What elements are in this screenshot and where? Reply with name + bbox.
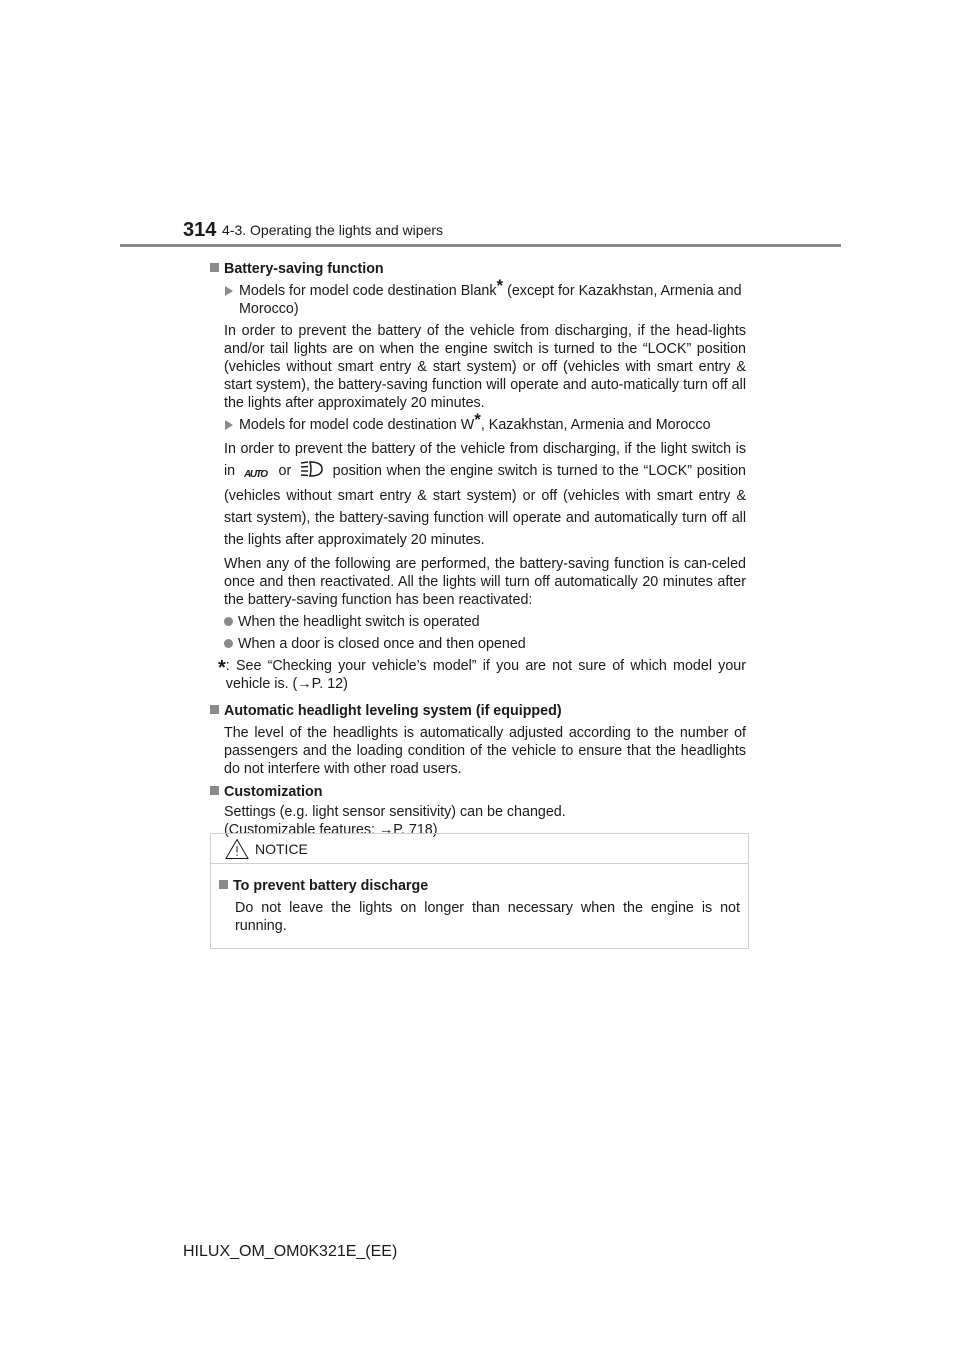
- notice-label: NOTICE: [255, 840, 308, 857]
- leveling-heading: [210, 702, 746, 720]
- headlight-icon: [300, 460, 324, 485]
- model-blank-prefix: Models for model code destination Blank: [239, 283, 497, 299]
- footnote-mark: *: [218, 657, 226, 679]
- warning-triangle-icon: [225, 838, 249, 860]
- square-bullet-icon: [210, 263, 219, 272]
- heading-text: Customization: [224, 784, 323, 800]
- triangle-marker-icon: [225, 286, 233, 296]
- customization-line1: Settings (e.g. light sensor sensitivity) can be changed.: [224, 804, 566, 820]
- header-rule: [120, 244, 841, 247]
- auto-switch-icon: [244, 463, 270, 485]
- document-code: HILUX_OM_OM0K321E_(EE): [183, 1243, 398, 1260]
- battery-saving-heading: [210, 260, 746, 278]
- heading-text: Automatic headlight leveling system (if equipped): [224, 703, 562, 719]
- para-w-part1: In order to prevent the battery of the vehicle from discharging, if the light switch is in: [224, 441, 746, 479]
- square-bullet-icon: [210, 705, 219, 714]
- para-w-or: or: [278, 463, 292, 479]
- asterisk-mark: *: [496, 276, 504, 295]
- bullet-text: When the headlight switch is operated: [238, 614, 480, 630]
- model-w-suffix: , Kazakhstan, Armenia and Morocco: [480, 417, 711, 433]
- model-w-line: [224, 410, 746, 434]
- para-w: [224, 438, 746, 551]
- para-reactivate: When any of the following are performed, the battery-saving function is can-celed once and then reactivated. All the lights will turn off automatically 20 minutes after the battery-saving function has been reactivated:: [224, 556, 746, 608]
- notice-heading: [219, 877, 740, 895]
- heading-text: Battery-saving function: [224, 261, 384, 277]
- customization-heading: [210, 783, 746, 801]
- para-w-part2: position when the engine switch is turned to the “LOCK” position (vehicles without smart entry & start system) or off (vehicles with smart entry & start system), the battery-saving function will operate and automatically turn off all the lights after approximately 20 minutes.: [224, 463, 746, 548]
- triangle-marker-icon: [225, 420, 233, 430]
- model-blank-line: [224, 276, 746, 318]
- asterisk-mark: *: [474, 410, 481, 429]
- section-title: 4-3. Operating the lights and wipers: [222, 222, 444, 238]
- para-blank: In order to prevent the battery of the vehicle from discharging, if the head-lights and/or tail lights are on when the engine switch is turned to the “LOCK” position (vehicles without smart entry & start system) or off (vehicles with smart entry & start system), the battery-saving function will operate and auto-matically turn off all the lights after approximately 20 minutes.: [224, 323, 746, 411]
- notice-header: [211, 834, 748, 864]
- square-bullet-icon: [219, 880, 228, 889]
- model-w-prefix: Models for model code destination W: [239, 417, 475, 433]
- model-blank-suffix: (except for Kazakhstan, Armenia and Morocco): [239, 283, 742, 317]
- notice-text: Do not leave the lights on longer than necessary when the engine is not running.: [235, 900, 740, 934]
- bullet-text: When a door is closed once and then opened: [238, 636, 526, 652]
- customization-line2: (Customizable features: →P. 718): [224, 822, 438, 838]
- heading-text: To prevent battery discharge: [233, 878, 429, 894]
- bullet-item: [224, 635, 746, 653]
- footnote-text: : See “Checking your vehicle’s model” if you are not sure of which model your vehicle is. (→P. 12): [225, 658, 746, 692]
- round-bullet-icon: [224, 639, 233, 648]
- page-number: 314: [183, 219, 217, 241]
- round-bullet-icon: [224, 617, 233, 626]
- notice-box: [210, 833, 749, 949]
- model-blank-text: [239, 276, 746, 318]
- leveling-text: The level of the headlights is automatically adjusted according to the number of passengers and the loading condition of the vehicle to ensure that the headlights do not interfere with other road users.: [224, 725, 746, 777]
- bullet-item: [224, 613, 746, 631]
- model-w-text: [239, 410, 711, 434]
- model-footnote: [218, 657, 746, 693]
- square-bullet-icon: [210, 786, 219, 795]
- main-content: [210, 255, 746, 839]
- notice-body: [211, 864, 748, 935]
- svg-text:AUTO: AUTO: [243, 469, 268, 478]
